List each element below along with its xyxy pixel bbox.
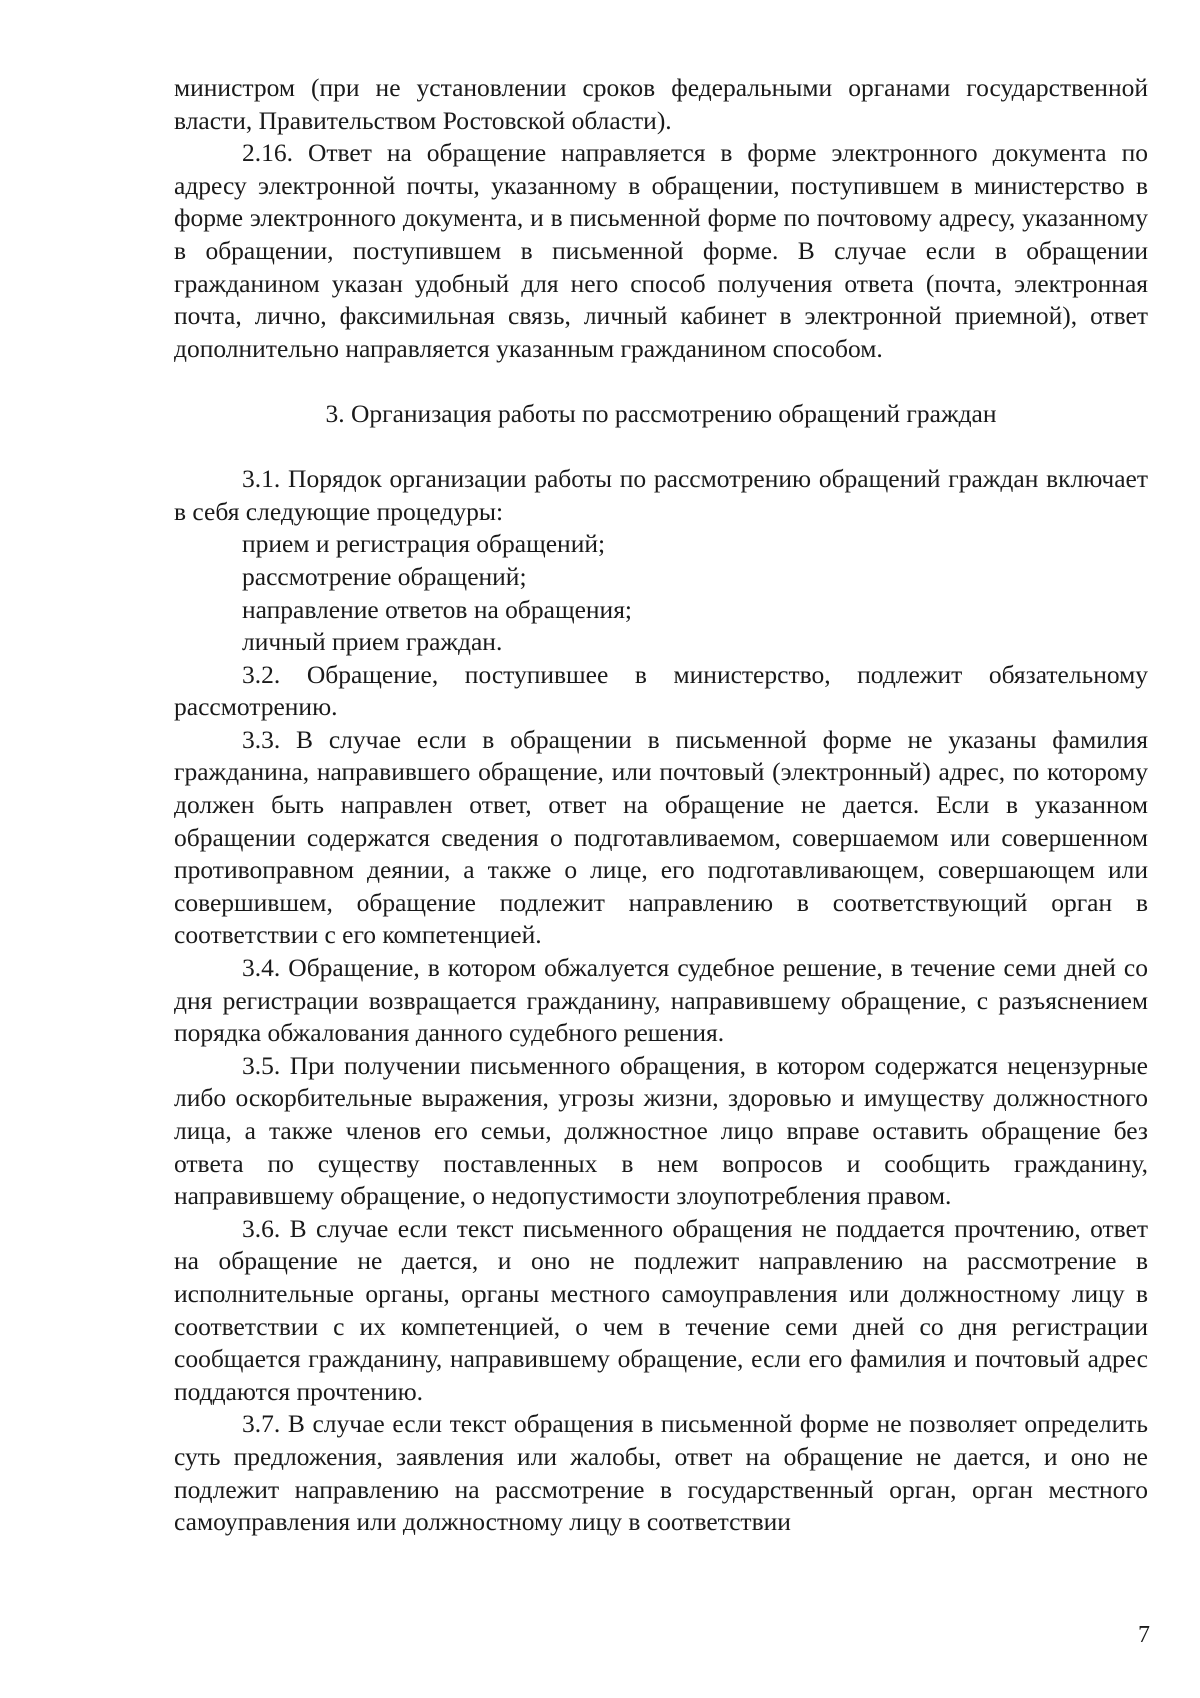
paragraph-3-2: 3.2. Обращение, поступившее в министерство, подлежит обязательному рассмотрению.	[174, 659, 1148, 722]
document-page	[174, 72, 1148, 1539]
paragraph-3-3: 3.3. В случае если в обращении в письменной форме не указаны фамилия гражданина, направившего обращение, или почтовый (электронный) адрес, по которому должен быть направлен ответ, ответ на обращение не дается. Если в указанном обращении содержатся сведения о подготавливаемом, совершаемом или совершенном противоправном деянии, а также о лице, его подготавливающем, совершающем или совершившем, обращение подлежит направлению в соответствующий орган в соответствии с его компетенцией.	[174, 724, 1148, 950]
paragraph-3-5: 3.5. При получении письменного обращения, в котором содержатся нецензурные либо оскорбительные выражения, угрозы жизни, здоровью и имуществу должностного лица, а также членов его семьи, должностное лицо вправе оставить обращение без ответа по существу поставленных в нем вопросов и сообщить гражданину, направившему обращение, о недопустимости злоупотребления правом.	[174, 1050, 1148, 1211]
procedure-item: прием и регистрация обращений;	[242, 529, 606, 559]
page-number: 7	[1138, 1622, 1150, 1648]
procedure-item: рассмотрение обращений;	[242, 561, 527, 591]
spacer	[174, 365, 1148, 398]
procedure-item: направление ответов на обращения;	[242, 594, 633, 624]
paragraph-3-1: 3.1. Порядок организации работы по рассмотрению обращений граждан включает в себя следующие процедуры:	[174, 464, 1148, 526]
paragraph-3-4: 3.4. Обращение, в котором обжалуется судебное решение, в течение семи дней со дня регистрации возвращается гражданину, направившему обращение, с разъяснением порядка обжалования данного судебного решения.	[174, 953, 1148, 1048]
section-3-heading: 3. Организация работы по рассмотрению обращений граждан	[325, 398, 997, 428]
spacer	[174, 431, 1148, 464]
paragraph-2-16: 2.16. Ответ на обращение направляется в форме электронного документа по адресу электронной почты, указанному в обращении, поступившем в министерство в форме электронного документа, и в письменной форме по почтовому адресу, указанному в обращении, поступившем в письменной форме. В случае если в обращении гражданином указан удобный для него способ получения ответа (почта, электронная почта, лично, факсимильная связь, личный кабинет в электронной приемной), ответ дополнительно направляется указанным гражданином способом.	[174, 138, 1148, 363]
paragraph-3-6: 3.6. В случае если текст письменного обращения не поддается прочтению, ответ на обращение не дается, и оно не подлежит направлению на рассмотрение в исполнительные органы, органы местного самоуправления или должностному лицу в соответствии с их компетенцией, о чем в течение семи дней со дня регистрации сообщается гражданину, направившему обращение, если его фамилия и почтовый адрес поддаются прочтению.	[174, 1213, 1148, 1406]
procedure-item: личный прием граждан.	[242, 627, 503, 657]
paragraph-3-7: 3.7. В случае если текст обращения в письменной форме не позволяет определить суть предложения, заявления или жалобы, ответ на обращение не дается, и оно не подлежит направлению на рассмотрение в государственный орган, орган местного самоуправления или должностному лицу в соответствии	[174, 1409, 1148, 1537]
paragraph-continuation: министром (при не установлении сроков федеральными органами государственной власти, Правительством Ростовской области).	[174, 73, 1148, 135]
